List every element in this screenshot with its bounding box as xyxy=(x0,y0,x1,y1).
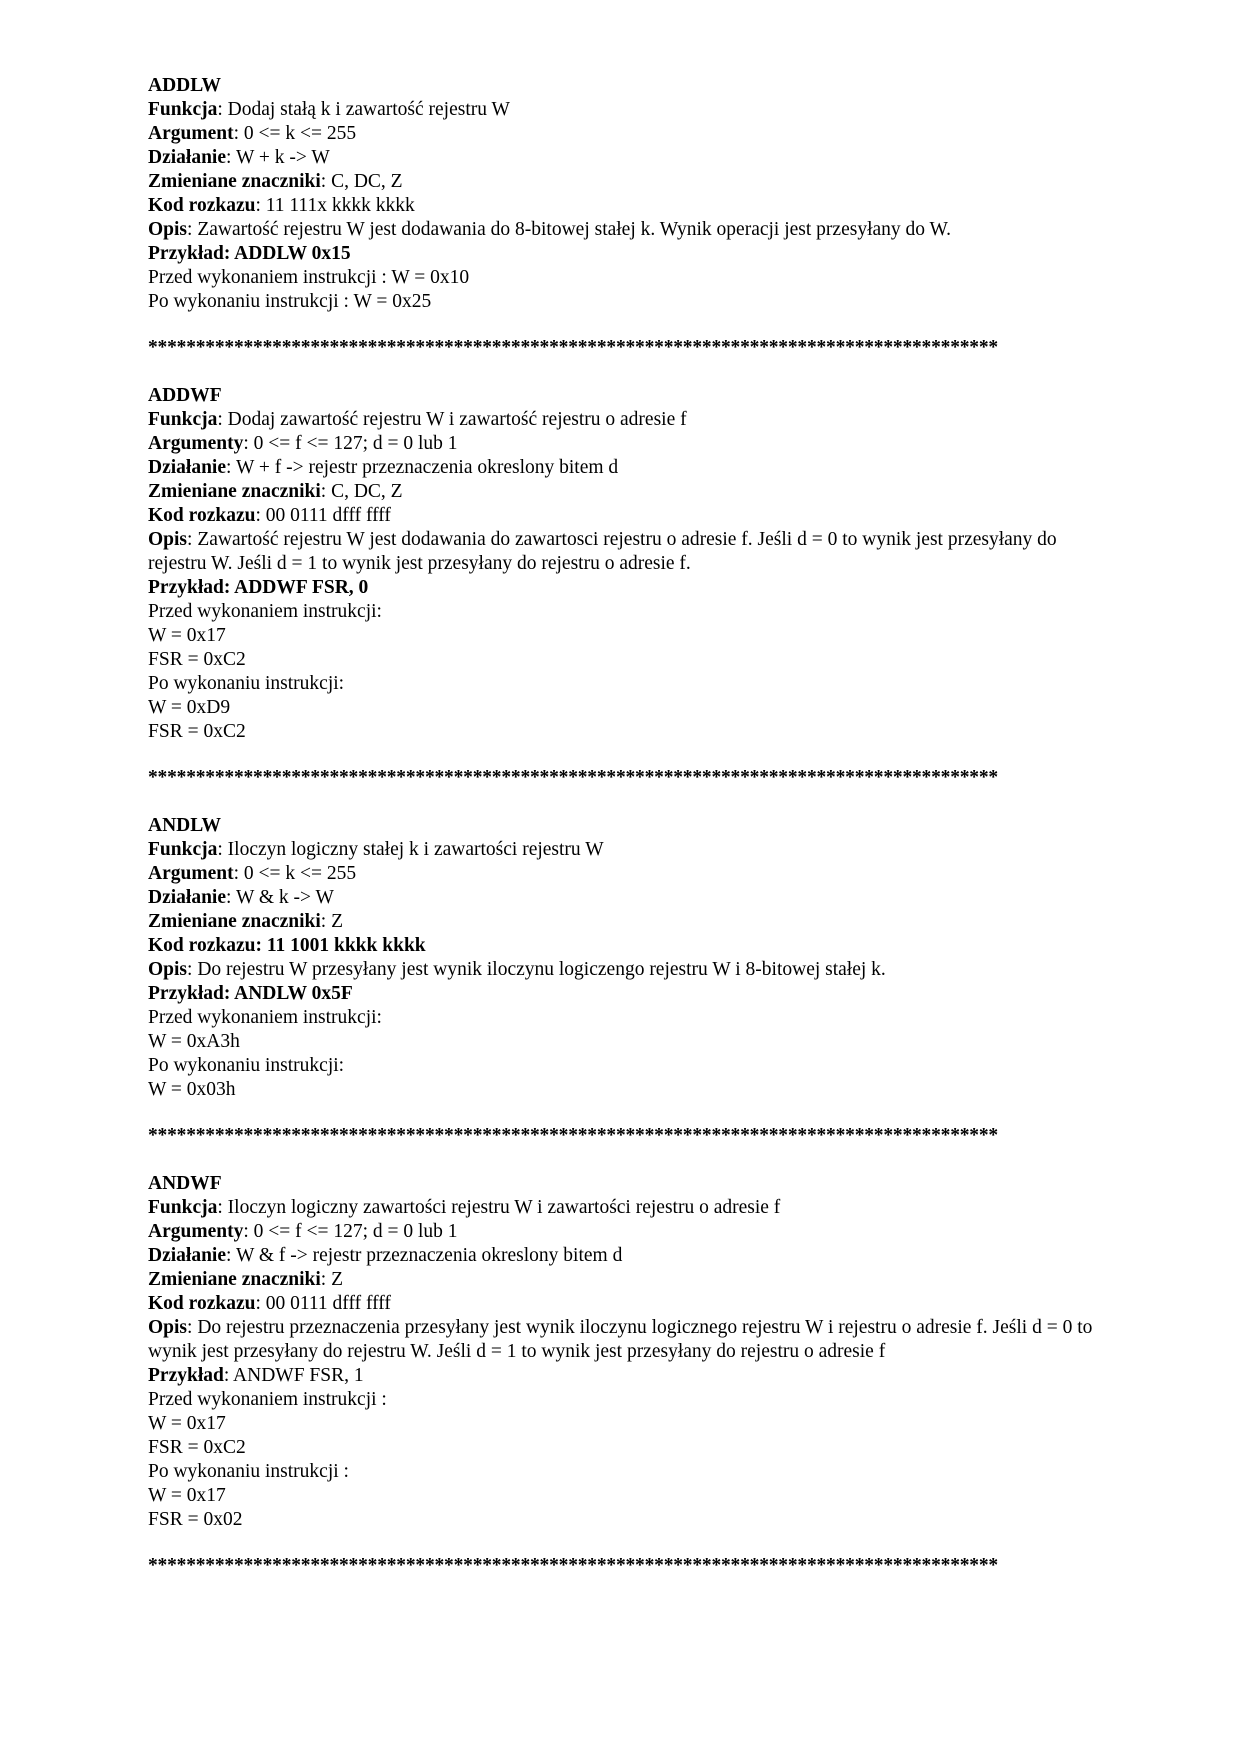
przyklad-line xyxy=(148,576,1108,600)
kod-text: : 11 111x kkkk kkkk xyxy=(255,195,415,216)
example-line: FSR = 0xC2 xyxy=(148,721,246,742)
separator: ***************************************************************************************** xyxy=(148,767,998,788)
kod-line xyxy=(148,504,1108,528)
example-line: W = 0x03h xyxy=(148,1079,236,1100)
example-line: Po wykonaniu instrukcji: xyxy=(148,673,345,694)
funkcja-label: Funkcja xyxy=(148,1197,218,1218)
argument-line xyxy=(148,862,1108,886)
argument-text: : 0 <= k <= 255 xyxy=(233,863,357,884)
opis-line xyxy=(148,528,1108,576)
znaczniki-label: Zmieniane znaczniki xyxy=(148,481,321,502)
dzialanie-line xyxy=(148,1244,1108,1268)
kod-text: : 00 0111 dfff ffff xyxy=(255,505,391,526)
dzialanie-line xyxy=(148,146,1108,170)
example-line: Przed wykonaniem instrukcji : xyxy=(148,1389,387,1410)
dzialanie-text: : W + k -> W xyxy=(226,147,330,168)
funkcja-label: Funkcja xyxy=(148,409,218,430)
argument-line xyxy=(148,122,1108,146)
znaczniki-line xyxy=(148,480,1108,504)
separator: ***************************************************************************************** xyxy=(148,1125,998,1146)
opis-text: : Zawartość rejestru W jest dodawania do zawartosci rejestru o adresie f. Jeśli d = 0 to wynik jest przesyłany do rejestru W. Jeśli d = 1 to wynik jest przesyłany do rejestru o adresie f. xyxy=(148,529,1062,574)
funkcja-text: : Dodaj stałą k i zawartość rejestru W xyxy=(217,99,510,120)
argument-label: Argument xyxy=(148,123,234,144)
separator: ***************************************************************************************** xyxy=(148,1555,998,1576)
example-line: W = 0x17 xyxy=(148,1413,226,1434)
instruction-section-andlw xyxy=(148,814,1108,1102)
kod-line xyxy=(148,1292,1108,1316)
opis-line xyxy=(148,958,1108,982)
funkcja-text: : Iloczyn logiczny zawartości rejestru W i zawartości rejestru o adresie f xyxy=(217,1197,781,1218)
instruction-title: ADDLW xyxy=(148,75,221,96)
opis-label: Opis xyxy=(148,529,188,550)
opis-line xyxy=(148,1316,1108,1364)
opis-text: : Do rejestru przeznaczenia przesyłany jest wynik iloczynu logicznego rejestru W i rejestru o adresie f. Jeśli d = 0 to wynik jest przesyłany do rejestru W. Jeśli d = 1 to wynik jest przesyłany do rejestru o adresie f xyxy=(148,1317,1098,1362)
separator: ***************************************************************************************** xyxy=(148,337,998,358)
instruction-title: ANDLW xyxy=(148,815,221,836)
dzialanie-label: Działanie xyxy=(148,887,226,908)
example-line: FSR = 0x02 xyxy=(148,1509,243,1530)
kod-label: Kod rozkazu xyxy=(148,505,256,526)
example-line: Przed wykonaniem instrukcji: xyxy=(148,1007,382,1028)
kod-label: Kod rozkazu xyxy=(148,1293,256,1314)
kod-label: Kod rozkazu xyxy=(148,195,256,216)
instruction-section-addwf xyxy=(148,384,1108,744)
przyklad-line xyxy=(148,1364,1108,1388)
opis-line xyxy=(148,218,1108,242)
kod-label: Kod rozkazu xyxy=(148,935,256,956)
przyklad-label: Przykład xyxy=(148,243,224,264)
przyklad-line xyxy=(148,242,1108,266)
funkcja-line xyxy=(148,408,1108,432)
argument-line xyxy=(148,1220,1108,1244)
przyklad-line xyxy=(148,982,1108,1006)
kod-line xyxy=(148,934,1108,958)
przyklad-text: : ADDWF FSR, 0 xyxy=(223,577,369,598)
dzialanie-text: : W + f -> rejestr przeznaczenia okreslony bitem d xyxy=(226,457,619,478)
funkcja-line xyxy=(148,838,1108,862)
example-line: FSR = 0xC2 xyxy=(148,1437,246,1458)
instruction-section-andwf xyxy=(148,1172,1108,1532)
przyklad-label: Przykład xyxy=(148,983,224,1004)
znaczniki-line xyxy=(148,170,1108,194)
znaczniki-text: : C, DC, Z xyxy=(320,481,403,502)
argument-text: : 0 <= f <= 127; d = 0 lub 1 xyxy=(243,433,458,454)
document-page xyxy=(148,74,1108,1602)
example-line: Po wykonaniu instrukcji : W = 0x25 xyxy=(148,291,432,312)
argument-text: : 0 <= k <= 255 xyxy=(233,123,357,144)
znaczniki-line xyxy=(148,1268,1108,1292)
opis-label: Opis xyxy=(148,1317,188,1338)
dzialanie-text: : W & k -> W xyxy=(226,887,334,908)
funkcja-text: : Dodaj zawartość rejestru W i zawartość rejestru o adresie f xyxy=(217,409,687,430)
example-line: W = 0xA3h xyxy=(148,1031,240,1052)
argument-line xyxy=(148,432,1108,456)
znaczniki-text: : Z xyxy=(320,911,344,932)
znaczniki-text: : C, DC, Z xyxy=(320,171,403,192)
example-line: Przed wykonaniem instrukcji: xyxy=(148,601,382,622)
znaczniki-label: Zmieniane znaczniki xyxy=(148,171,321,192)
funkcja-line xyxy=(148,1196,1108,1220)
opis-label: Opis xyxy=(148,219,188,240)
kod-text: : 00 0111 dfff ffff xyxy=(255,1293,391,1314)
example-line: W = 0x17 xyxy=(148,1485,226,1506)
przyklad-text: : ADDLW 0x15 xyxy=(223,243,351,264)
argument-label: Argumenty xyxy=(148,433,244,454)
argument-label: Argumenty xyxy=(148,1221,244,1242)
example-line: W = 0x17 xyxy=(148,625,226,646)
funkcja-text: : Iloczyn logiczny stałej k i zawartości rejestru W xyxy=(217,839,604,860)
example-line: W = 0xD9 xyxy=(148,697,231,718)
dzialanie-line xyxy=(148,886,1108,910)
kod-line xyxy=(148,194,1108,218)
przyklad-label: Przykład xyxy=(148,1365,224,1386)
argument-label: Argument xyxy=(148,863,234,884)
dzialanie-line xyxy=(148,456,1108,480)
znaczniki-line xyxy=(148,910,1108,934)
instruction-section-addlw xyxy=(148,74,1108,314)
dzialanie-label: Działanie xyxy=(148,1245,226,1266)
znaczniki-label: Zmieniane znaczniki xyxy=(148,911,321,932)
funkcja-label: Funkcja xyxy=(148,99,218,120)
znaczniki-label: Zmieniane znaczniki xyxy=(148,1269,321,1290)
przyklad-text: : ANDWF FSR, 1 xyxy=(223,1365,364,1386)
example-line: Po wykonaniu instrukcji: xyxy=(148,1055,345,1076)
przyklad-label: Przykład xyxy=(148,577,224,598)
argument-text: : 0 <= f <= 127; d = 0 lub 1 xyxy=(243,1221,458,1242)
przyklad-text: : ANDLW 0x5F xyxy=(223,983,353,1004)
dzialanie-text: : W & f -> rejestr przeznaczenia okreslony bitem d xyxy=(226,1245,623,1266)
instruction-title: ADDWF xyxy=(148,385,222,406)
funkcja-line xyxy=(148,98,1108,122)
dzialanie-label: Działanie xyxy=(148,147,226,168)
opis-label: Opis xyxy=(148,959,188,980)
instruction-title: ANDWF xyxy=(148,1173,222,1194)
example-line: Po wykonaniu instrukcji : xyxy=(148,1461,349,1482)
example-line: Przed wykonaniem instrukcji : W = 0x10 xyxy=(148,267,470,288)
dzialanie-label: Działanie xyxy=(148,457,226,478)
funkcja-label: Funkcja xyxy=(148,839,218,860)
opis-text: : Do rejestru W przesyłany jest wynik iloczynu logiczengo rejestru W i 8-bitowej stałej k. xyxy=(187,959,886,980)
znaczniki-text: : Z xyxy=(320,1269,344,1290)
opis-text: : Zawartość rejestru W jest dodawania do 8-bitowej stałej k. Wynik operacji jest przesyłany do W. xyxy=(187,219,952,240)
example-line: FSR = 0xC2 xyxy=(148,649,246,670)
kod-text: : 11 1001 kkkk kkkk xyxy=(255,935,426,956)
